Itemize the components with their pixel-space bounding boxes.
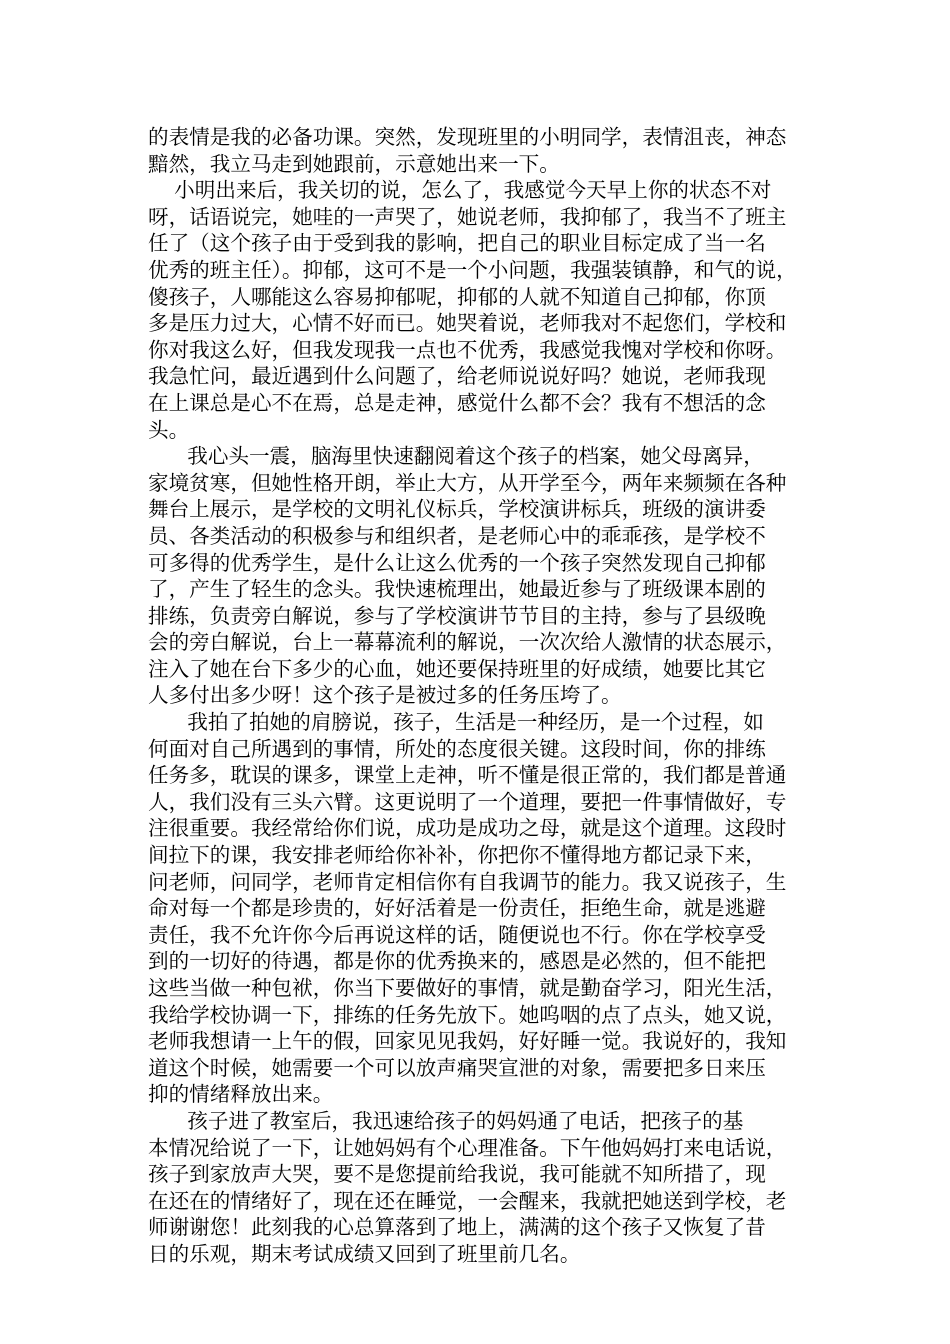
- text-line: 道这个时候，她需要一个可以放声痛哭宣泄的对象，需要把多日来压: [148, 1055, 766, 1080]
- text-line: 我急忙问，最近遇到什么问题了，给老师说说好吗？她说，老师我现: [148, 364, 766, 389]
- text-line: 会的旁白解说，台上一幕幕流利的解说，一次次给人激情的状态展示，: [148, 630, 787, 655]
- text-line: 可多得的优秀学生，是什么让这么优秀的一个孩子突然发现自己抑郁: [148, 550, 766, 575]
- text-line: 老师我想请一上午的假，回家见见我妈，好好睡一觉。我说好的，我知: [148, 1029, 787, 1054]
- text-line: 我给学校协调一下，排练的任务先放下。她呜咽的点了点头，她又说，: [148, 1002, 787, 1027]
- text-line: 日的乐观，期末考试成绩又回到了班里前几名。: [148, 1241, 581, 1266]
- text-line: 我拍了拍她的肩膀说，孩子，生活是一种经历，是一个过程，如: [148, 710, 764, 735]
- text-line: 注很重要。我经常给你们说，成功是成功之母，就是这个道理。这段时: [148, 816, 787, 841]
- text-line: 责任，我不允许你今后再说这样的话，随便说也不行。你在学校享受: [148, 922, 766, 947]
- text-line: 这些当做一种包袱，你当下要做好的事情，就是勤奋学习，阳光生活，: [148, 976, 787, 1000]
- text-line: 优秀的班主任）。抑郁，这可不是一个小问题，我强装镇静，和气的说，: [148, 257, 797, 282]
- text-line: 到的一切好的待遇，都是你的优秀换来的，感恩是必然的，但不能把: [148, 949, 766, 974]
- text-line: 抑的情绪释放出来。: [148, 1082, 334, 1107]
- text-line: 注入了她在台下多少的心血，她还要保持班里的好成绩，她要比其它: [148, 656, 766, 681]
- text-line: 间拉下的课，我安排老师给你补补，你把你不懂得地方都记录下来，: [148, 843, 766, 868]
- text-line: 命对每一个都是珍贵的，好好活着是一份责任，拒绝生命，就是逃避: [148, 896, 766, 921]
- text-line: 任务多，耽误的课多，课堂上走神，听不懂是很正常的，我们都是普通: [148, 763, 787, 788]
- text-line: 你对我这么好，但我发现我一点也不优秀，我感觉我愧对学校和你呀。: [148, 337, 787, 362]
- text-line: 傻孩子，人哪能这么容易抑郁呢，抑郁的人就不知道自己抑郁，你顶: [148, 284, 766, 309]
- text-line: 本情况给说了一下，让她妈妈有个心理准备。下午他妈妈打来电话说，: [148, 1135, 787, 1160]
- text-line: 家境贫寒，但她性格开朗，举止大方，从开学至今，两年来频频在各种: [148, 470, 787, 495]
- text-line: 何面对自己所遇到的事情，所处的态度很关键。这段时间，你的排练: [148, 736, 766, 761]
- text-line: 黯然，我立马走到她跟前，示意她出来一下。: [148, 151, 560, 176]
- text-line: 了，产生了轻生的念头。我快速梳理出，她最近参与了班级课本剧的: [148, 577, 766, 602]
- text-line: 头。: [148, 417, 190, 442]
- text-line: 人多付出多少呀！这个孩子是被过多的任务压垮了。: [148, 683, 622, 708]
- text-line: 任了（这个孩子由于受到我的影响，把自己的职业目标定成了当一名: [148, 231, 766, 256]
- text-line: 孩子到家放声大哭，要不是您提前给我说，我可能就不知所措了，现: [148, 1162, 766, 1187]
- text-line: 员、各类活动的积极参与和组织者，是老师心中的乖乖孩，是学校不: [148, 523, 766, 548]
- text-line: 孩子进了教室后，我迅速给孩子的妈妈通了电话，把孩子的基: [148, 1108, 744, 1133]
- text-line: 师谢谢您！此刻我的心总算落到了地上，满满的这个孩子又恢复了昔: [148, 1215, 766, 1240]
- text-line: 呀，话语说完，她哇的一声哭了，她说老师，我抑郁了，我当不了班主: [148, 204, 787, 229]
- text-line: 我心头一震，脑海里快速翻阅着这个孩子的档案，她父母离异，: [148, 444, 764, 469]
- text-line: 小明出来后，我关切的说，怎么了，我感觉今天早上你的状态不对: [148, 178, 772, 203]
- text-line: 问老师，问同学，老师肯定相信你有自我调节的能力。我又说孩子，生: [148, 869, 787, 894]
- text-line: 在上课总是心不在焉，总是走神，感觉什么都不会？我有不想活的念: [148, 390, 766, 415]
- text-line: 排练，负责旁白解说，参与了学校演讲节节目的主持，参与了县级晚: [148, 603, 766, 628]
- text-line: 人，我们没有三头六臂。这更说明了一个道理，要把一件事情做好，专: [148, 789, 787, 814]
- text-line: 的表情是我的必备功课。突然，发现班里的小明同学，表情沮丧，神态: [148, 125, 787, 149]
- text-line: 舞台上展示，是学校的文明礼仪标兵，学校演讲标兵，班级的演讲委: [148, 497, 766, 522]
- body-text: [148, 124, 814, 1268]
- text-line: 在还在的情绪好了，现在还在睡觉，一会醒来，我就把她送到学校，老: [148, 1188, 787, 1213]
- text-line: 多是压力过大，心情不好而已。她哭着说，老师我对不起您们，学校和: [148, 311, 787, 336]
